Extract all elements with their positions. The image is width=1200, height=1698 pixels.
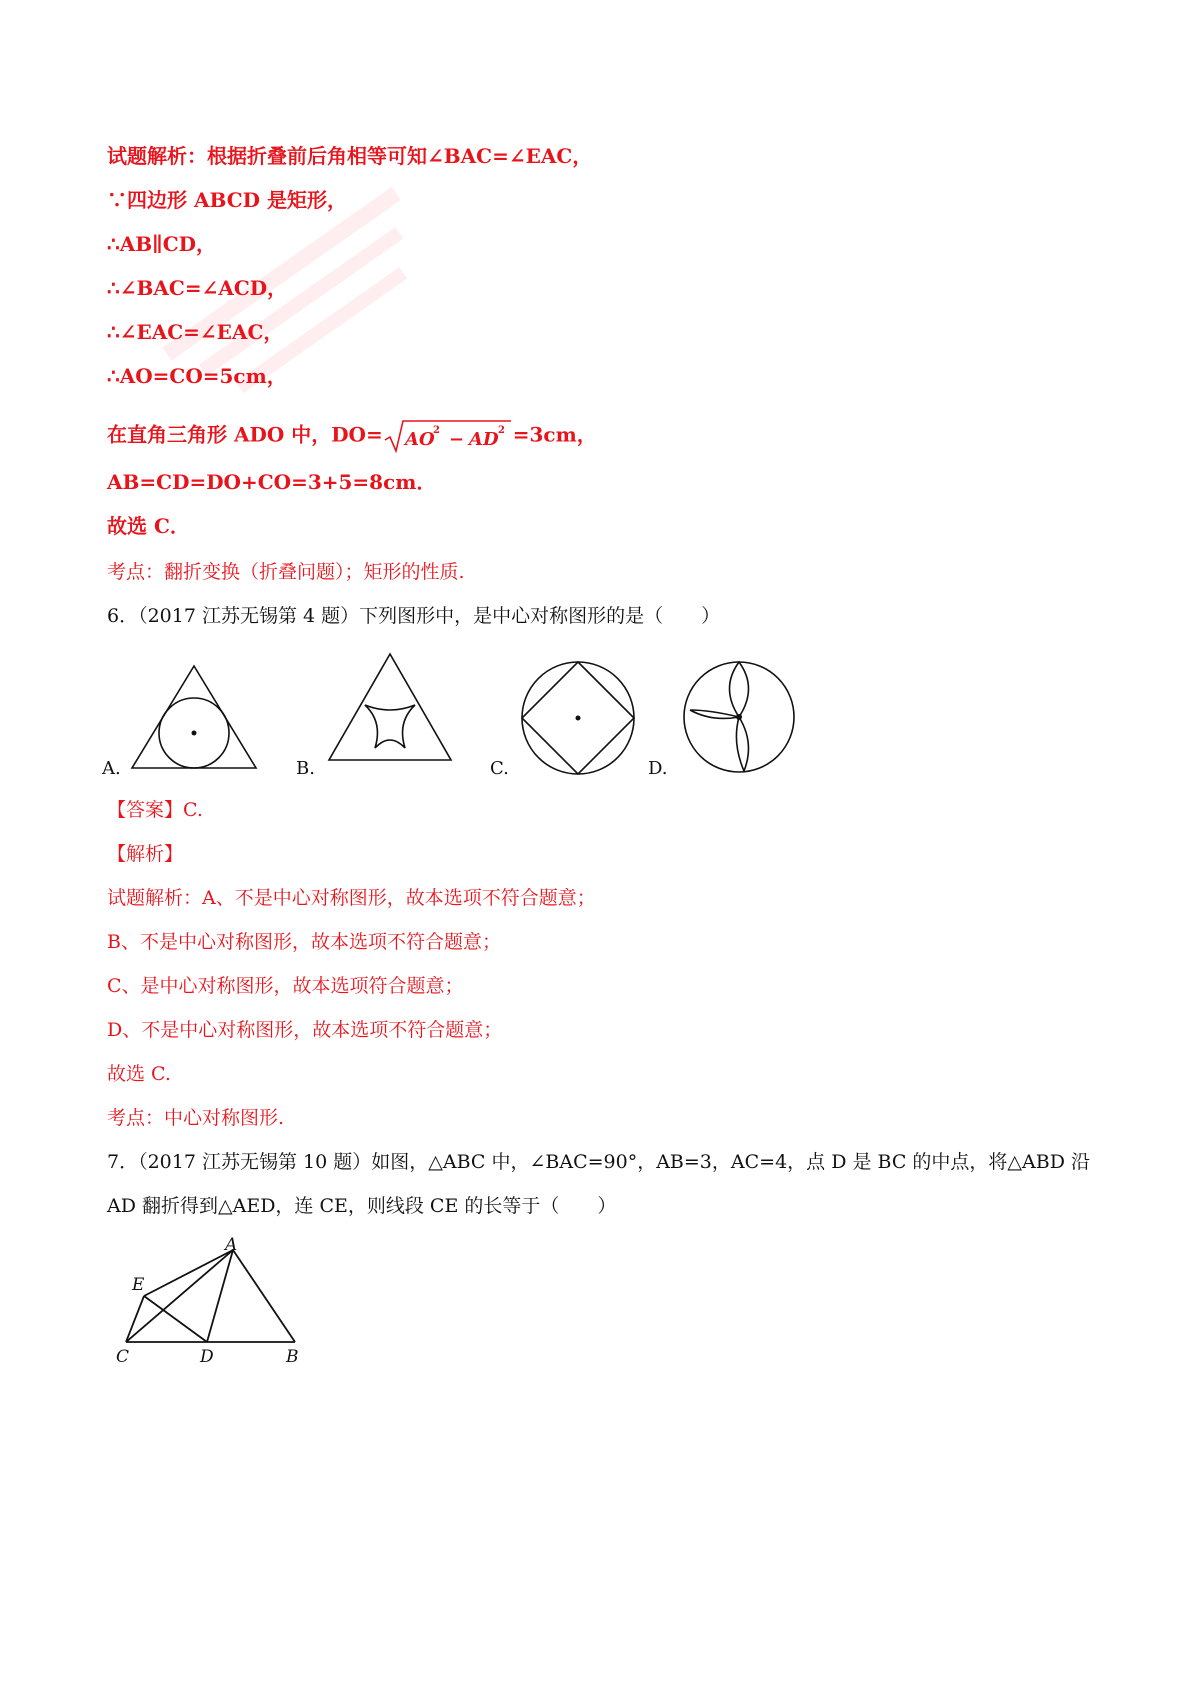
option-b-label: B. [296, 758, 315, 779]
solution-line-9: 故选 C． [107, 514, 190, 538]
formula-exp-2: 2 [497, 425, 505, 436]
option-a-label: A. [102, 758, 121, 779]
figure-a [128, 660, 260, 772]
solution-line-7-prefix: 在直角三角形 ADO 中，DO= [107, 422, 383, 447]
q6-jiexi: 【解析】 [107, 843, 184, 865]
formula-term-1: AO [404, 429, 435, 450]
solution-line-5: ∴∠EAC=∠EAC， [107, 320, 284, 344]
solution-line-7 [107, 418, 597, 454]
point-a-label: A [225, 1236, 238, 1255]
option-c-label: C. [490, 758, 509, 779]
q6-solution-4: D、不是中心对称图形，故本选项不符合题意； [107, 1019, 503, 1041]
q6-solution-1: 试题解析：A、不是中心对称图形，故本选项不符合题意； [107, 887, 596, 909]
solution-line-6: ∴AO=CO=5cm， [107, 364, 287, 388]
point-d-label: D [200, 1347, 214, 1366]
q6-solution-5: 故选 C. [107, 1063, 171, 1085]
q6-solution-3: C、是中心对称图形，故本选项符合题意； [107, 975, 464, 997]
figure-b [325, 650, 455, 765]
solution-line-3: ∴AB∥CD， [107, 232, 216, 256]
option-d-label: D. [648, 758, 668, 779]
q6-stem: 6．（2017 江苏无锡第 4 题）下列图形中，是中心对称图形的是（ ） [107, 605, 721, 627]
formula-term-2: AD [468, 429, 499, 450]
point-b-label: B [286, 1347, 299, 1366]
q7-line-2: AD 翻折得到△AED，连 CE，则线段 CE 的长等于（ ） [107, 1195, 617, 1217]
q6-answer: 【答案】C. [107, 799, 203, 821]
solution-line-7-suffix: =3cm， [512, 422, 597, 447]
q7-line-1: 7．（2017 江苏无锡第 10 题）如图，△ABC 中，∠BAC=90°，AB=3，AC=4，点 D 是 BC 的中点，将△ABD 沿 [107, 1151, 1090, 1173]
solution-line-1: 试题解析：根据折叠前后角相等可知∠BAC=∠EAC， [107, 144, 593, 168]
point-e-label: E [132, 1275, 145, 1295]
sqrt-formula [383, 418, 513, 454]
formula-minus: − [448, 429, 464, 450]
solution-line-4: ∴∠BAC=∠ACD， [107, 276, 288, 300]
figure-c [518, 660, 638, 780]
figure-q7 [110, 1236, 310, 1366]
q6-kaodian: 考点：中心对称图形. [107, 1107, 285, 1129]
figure-d [680, 658, 798, 776]
q6-solution-2: B、不是中心对称图形，故本选项不符合题意； [107, 931, 501, 953]
solution-line-2: ∵四边形 ABCD 是矩形， [107, 188, 347, 212]
kaodian-5: 考点：翻折变换（折叠问题）；矩形的性质. [107, 561, 465, 583]
point-c-label: C [116, 1347, 130, 1366]
solution-line-8: AB=CD=DO+CO=3+5=8cm． [107, 470, 437, 494]
formula-exp-1: 2 [432, 425, 440, 436]
